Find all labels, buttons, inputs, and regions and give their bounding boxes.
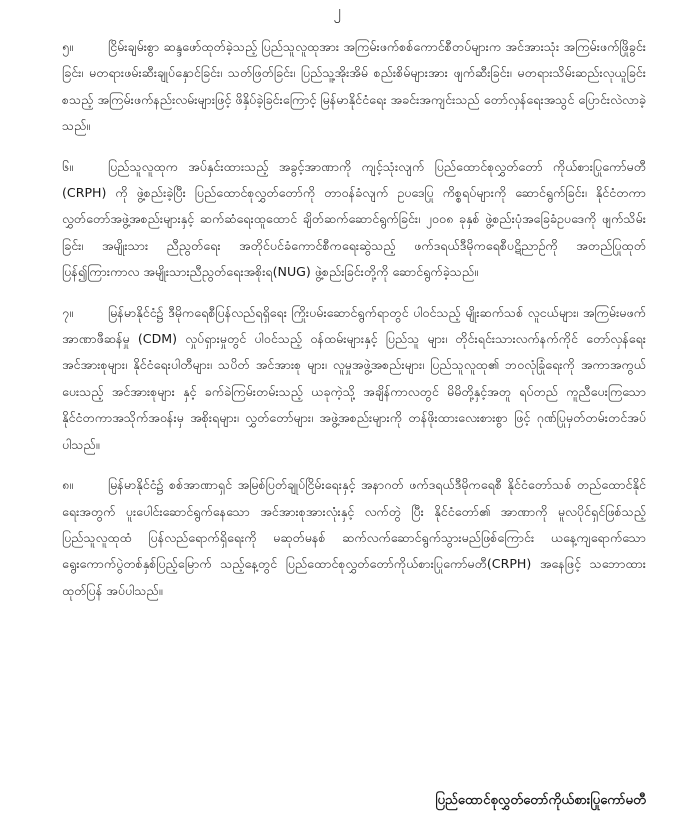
- signature-committee: ပြည်ထောင်စုလွှတ်တော်ကိုယ်စားပြုကော်မတီ: [435, 793, 646, 808]
- paragraph-8: [62, 472, 646, 604]
- paragraph-number: ၇။: [62, 304, 73, 320]
- statement-body: [62, 34, 646, 618]
- paragraph-5: [62, 34, 646, 140]
- paragraph-text: မြန်မာနိုင်ငံ၌ ဒီမိုကရေစီပြန်လည်ရရှိရေး ကြိုးပမ်းဆောင်ရွက်ရာတွင် ပါဝင်သည့် မျိုးဆက်သစ် လူငယ်များ၊ အကြမ်းမဖက်အာဏာဖီဆန်မှု (CDM) လှုပ်ရှားမှုတွင် ပါဝင်သည့် ဝန်ထမ်းများနှင့် ပြည်သူ များ၊ တိုင်းရင်းသားလက်နက်ကိုင် တော်လှန်ရေးအင်အားစုများ၊ နိုင်ငံရေးပါတီများ၊ သပိတ် အင်အားစု များ၊ လူမှုအဖွဲ့အစည်းများ၊ ပြည်သူလူထု၏ ဘဝလုံခြုံရေးကို အကာအကွယ်ပေးသည့် အင်အားစုများ နှင့် ခက်ခဲကြမ်းတမ်းသည့် ယခုကဲ့သို့ အချိန်ကာလတွင် မိမိတို့နှင့်အတူ ရပ်တည် ကူညီပေးကြသော နိုင်ငံတကာအသိုက်အဝန်းမှ အစိုးရများ၊ လွှတ်တော်များ၊ အဖွဲ့အစည်းများကို တန်ဖိုးထားလေးစားစွာ ဖြင့် ဂုဏ်ပြုမှတ်တမ်းတင်အပ်ပါသည်။: [62, 304, 646, 452]
- paragraph-number: ၈။: [62, 477, 74, 493]
- page-number: ၂: [333, 2, 341, 20]
- paragraph-text: ငြိမ်းချမ်းစွာ ဆန္ဒဖော်ထုတ်ခဲ့သည့် ပြည်သူလူထုအား အကြမ်းဖက်စစ်ကောင်စီတပ်များက အင်အားသုံး အကြမ်းဖက်ဖြိုခွင်းခြင်း၊ မတရားဖမ်းဆီးချုပ်နှောင်ခြင်း၊ သတ်ဖြတ်ခြင်း၊ ပြည်သူ့အိုးအိမ် စည်းစိမ်များအား ဖျက်ဆီးခြင်း၊ မတရားသိမ်းဆည်းလုယူခြင်း စသည့် အကြမ်းဖက်နည်းလမ်းများဖြင့် ဖိနှိပ်ခဲ့ခြင်းကြောင့် မြန်မာနိုင်ငံရေး အခင်းအကျင်းသည် တော်လှန်ရေးအသွင် ပြောင်းလဲလာခဲ့သည်။: [62, 39, 646, 134]
- paragraph-text: ပြည်သူလူထုက အပ်နှင်းထားသည့် အခွင့်အာဏာကို ကျင့်သုံးလျက် ပြည်ထောင်စုလွှတ်တော် ကိုယ်စားပြုကော်မတီ (CRPH) ကို ဖွဲ့စည်းခဲ့ပြီး ပြည်ထောင်စုလွှတ်တော်ကို တာဝန်ခံလျက် ဥပဒေပြု ကိစ္စရပ်များကို ဆောင်ရွက်ခြင်း၊ နိုင်ငံတကာလွှတ်တော်အဖွဲ့အစည်းများနှင့် ဆက်ဆံရေးထူထောင် ချိတ်ဆက်ဆောင်ရွက်ခြင်း၊ ၂၀၀၈ ခုနှစ် ဖွဲ့စည်းပုံအခြေခံဥပဒေကို ဖျက်သိမ်းခြင်း၊ အမျိုးသား ညီညွတ်ရေး အတိုင်ပင်ခံကောင်စီကရေးဆွဲသည့် ဖက်ဒရယ်ဒီမိုကရေစီပဋိညာဉ်ကို အတည်ပြုထုတ်ပြန်၍ကြားကာလ အမျိုးသားညီညွတ်ရေးအစိုးရ(NUG) ဖွဲ့စည်းခြင်းတို့ကို ဆောင်ရွက်ခဲ့သည်။: [62, 158, 646, 280]
- paragraph-7: [62, 300, 646, 458]
- paragraph-number: ၅။: [62, 39, 73, 54]
- paragraph-number: ၆။: [62, 158, 73, 174]
- paragraph-6: [62, 154, 646, 286]
- paragraph-text: မြန်မာနိုင်ငံ၌ စစ်အာဏာရှင် အမြစ်ပြတ်ချုပ်ငြိမ်းရေးနှင့် အနာဂတ် ဖက်ဒရယ်ဒီမိုကရေစီ နိုင်ငံတော်သစ် တည်ထောင်နိုင်ရေးအတွက် ပူးပေါင်းဆောင်ရွက်နေသော အင်အားစုအားလုံးနှင့် လက်တွဲ ပြီး နိုင်ငံတော်၏ အာဏာကို မူလပိုင်ရှင်ဖြစ်သည့် ပြည်သူလူထုထံ ပြန်လည်ရောက်ရှိရေးကို မဆုတ်မနစ် ဆက်လက်ဆောင်ရွက်သွားမည်ဖြစ်ကြောင်း ယနေ့ကျရောက်သော ရွေးကောက်ပွဲတစ်နှစ်ပြည့်မြောက် သည့်နေ့တွင် ပြည်ထောင်စုလွှတ်တော်ကိုယ်စားပြုကော်မတီ(CRPH) အနေဖြင့် သဘောထားထုတ်ပြန် အပ်ပါသည်။: [62, 477, 646, 598]
